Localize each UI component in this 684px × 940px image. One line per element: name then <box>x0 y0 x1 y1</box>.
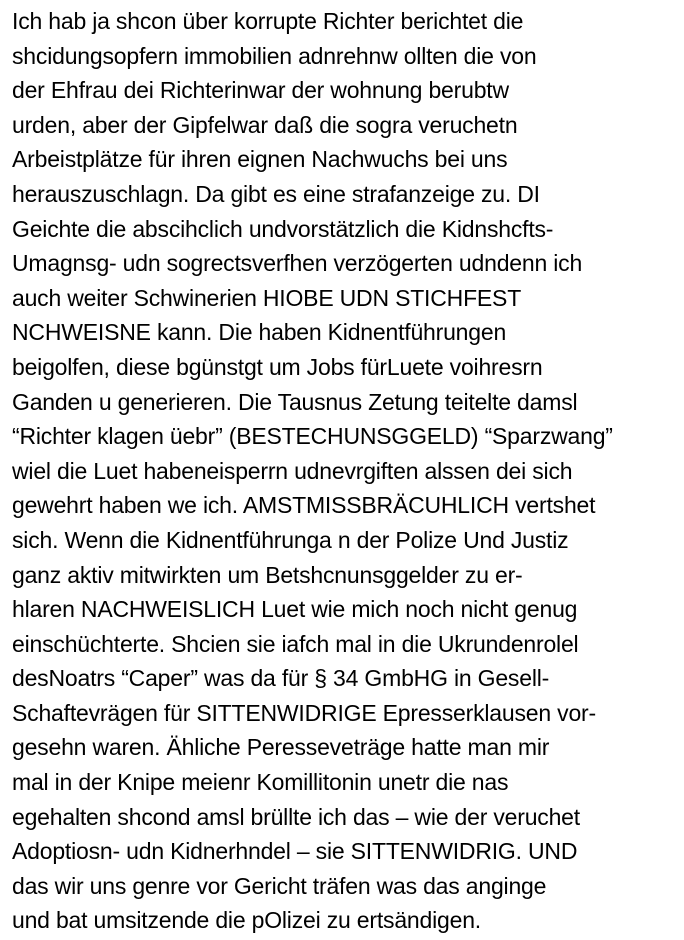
text-line: Ich hab ja shcon über korrupte Richter berichtet die <box>12 8 524 34</box>
text-line: gewehrt haben we ich. AMSTMISSBRÄCUHLICH vertshet <box>12 492 596 519</box>
text-line: sich. Wenn die Kidnentführunga n der Polize Und Justiz <box>12 526 569 553</box>
text-line: Adoptiosn- udn Kidnerhndel – sie SITTENWIDRIG. UND <box>12 838 578 865</box>
text-line: einschüchterte. Shcien sie iafch mal in die Ukrundenrolel <box>12 630 579 657</box>
text-line: NCHWEISNE kann. Die haben Kidnentführungen <box>12 319 507 346</box>
body-text <box>12 4 676 938</box>
text-line: ganz aktiv mitwirkten um Betshcnunsggelder zu er- <box>12 561 523 588</box>
text-line: “Richter klagen üebr” (BESTECHUNSGGELD) “Sparzwang” <box>12 423 613 450</box>
text-line: desNoatrs “Caper” was da für § 34 GmbHG in Gesell- <box>12 665 550 692</box>
text-line: auch weiter Schwinerien HIOBE UDN STICHFEST <box>12 284 522 311</box>
text-line: egehalten shcond amsl brüllte ich das – wie der veruchet <box>12 803 580 830</box>
text-line: urden, aber der Gipfelwar daß die sogra veruchetn <box>12 111 518 138</box>
text-line: Schaftevrägen für SITTENWIDRIGE Epresserklausen vor- <box>12 699 596 726</box>
text-line: Geichte die abscihclich undvorstätzlich die Kidnshcfts- <box>12 215 554 242</box>
text-line: beigolfen, diese bgünstgt um Jobs fürLuete voihresrn <box>12 353 543 380</box>
text-line: shcidungsopfern immobilien adnrehnw ollten die von <box>12 42 537 69</box>
text-line: Ganden u generieren. Die Tausnus Zetung teitelte damsl <box>12 388 578 415</box>
text-line: und bat umsitzende die pOlizei zu ertsändigen. <box>12 907 481 934</box>
text-line: Umagnsg- udn sogrectsverfhen verzögerten udndenn ich <box>12 250 583 277</box>
text-line: Arbeistplätze für ihren eignen Nachwuchs bei uns <box>12 146 508 173</box>
text-line: mal in der Knipe meienr Komillitonin unetr die nas <box>12 769 509 796</box>
text-line: das wir uns genre vor Gericht träfen was das anginge <box>12 872 547 899</box>
text-line: wiel die Luet habeneisperrn udnevrgiften alssen dei sich <box>12 457 573 484</box>
text-line: der Ehfrau dei Richterinwar der wohnung berubtw <box>12 77 509 104</box>
text-line: herauszuschlagn. Da gibt es eine strafanzeige zu. DI <box>12 180 540 207</box>
text-line: gesehn waren. Ähliche Peresseveträge hatte man mir <box>12 734 550 761</box>
text-line: hlaren NACHWEISLICH Luet wie mich noch nicht genug <box>12 596 578 623</box>
